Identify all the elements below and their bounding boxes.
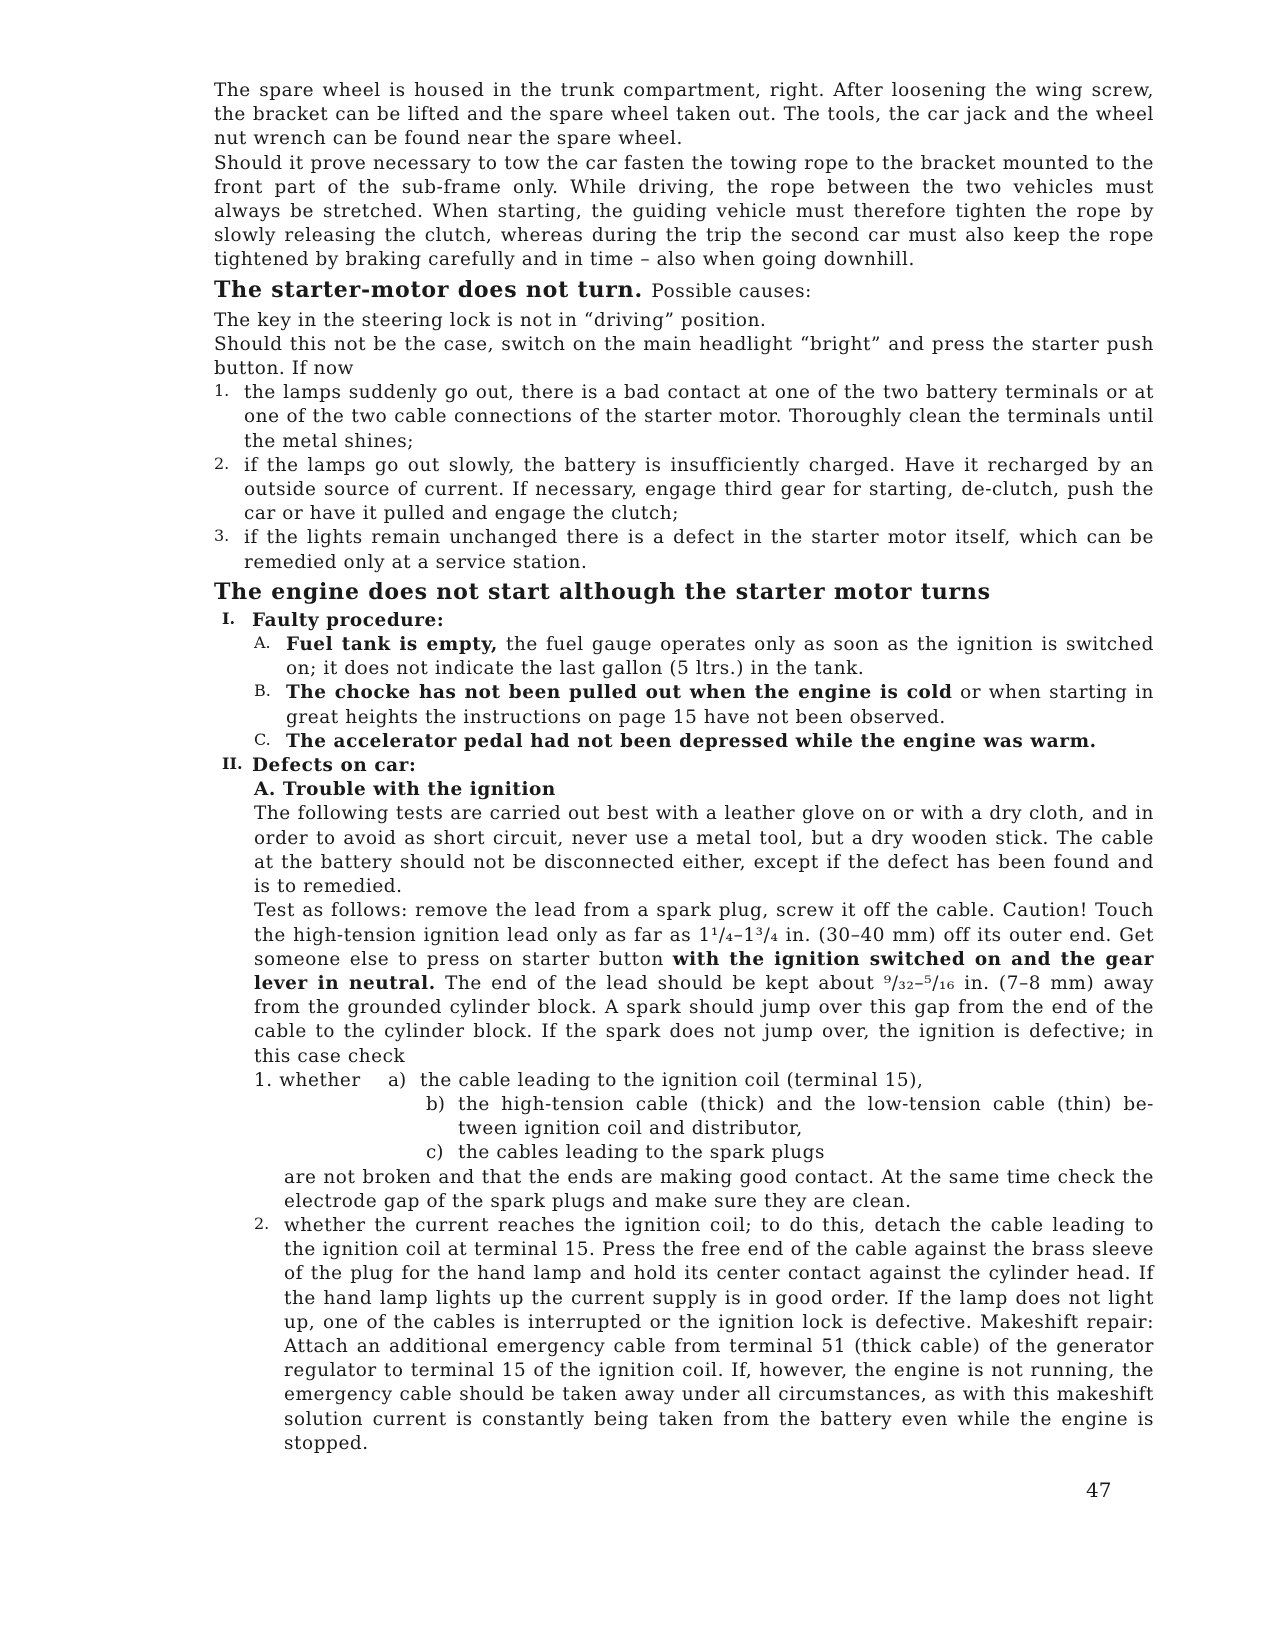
list-text: [286, 681, 1154, 729]
normal-text: or when starting in great heights the instructions on page 15 have not been observed.: [286, 682, 1154, 728]
check-item: [254, 1214, 1154, 1456]
roman-title: Faulty procedure:: [252, 609, 445, 631]
roman-number: II.: [222, 754, 243, 774]
sub-item: [426, 1141, 1154, 1165]
list-number: 2.: [254, 1213, 270, 1233]
heading-text: The engine does not start although the starter motor turns: [214, 578, 991, 605]
list-letter: A.: [254, 633, 271, 653]
list-text: whether the current reaches the ignition coil; to do this, detach the cable leading to the ignition coil at terminal 15. Press the free end of the cable against the brass sleeve of the plug for the hand lamp and hold its center contact against the cylinder head. If the hand lamp lights up the current supply is in good order. If the lamp does not light up, one of the cables is interrupted or the ignition lock is defective. Makeshift repair: Attach an additional emergency cable from terminal 51 (thick cable) of the generator regulator to terminal 15 of the ignition coil. If, however, the engine is not running, the emergency cable should be taken away under all circumstances, as with this makeshift solution current is constantly being taken from the battery even while the engine is stopped.: [284, 1214, 1154, 1454]
bold-text: The accelerator pedal had not been depressed while the engine was warm.: [286, 730, 1097, 752]
heading-text: The starter-motor does not turn.: [214, 276, 643, 303]
paragraph: The spare wheel is housed in the trunk compartment, right. After loosening the wing screw, the bracket can be lifted and the spare wheel taken out. The tools, the car jack and the wheel nut wrench can be found near the spare wheel.: [214, 80, 1154, 150]
list-item: [254, 633, 1154, 681]
list-number: 2.: [214, 453, 230, 473]
bold-text: The chocke has not been pulled out when the engine is cold: [286, 682, 953, 704]
list-item: [214, 526, 1154, 574]
defects-body: [254, 778, 1154, 1456]
sub-letter: c): [426, 1142, 444, 1164]
list-number: 1.: [254, 1069, 273, 1091]
roman-item: [222, 609, 1154, 633]
check-lead: [254, 1069, 394, 1093]
list-item: [254, 730, 1154, 754]
check-first-sub: [388, 1069, 1154, 1093]
intro-section: [214, 79, 1154, 273]
sub-letter: a): [388, 1069, 407, 1091]
check-word: whether: [279, 1069, 361, 1091]
list-item: [214, 381, 1154, 454]
list-text: the lamps suddenly go out, there is a bad contact at one of the two battery terminals or at one of the two cable connections of the starter motor. Thoroughly clean the terminals until the metal shines;: [244, 382, 1154, 452]
sub-text: the cable leading to the ignition coil (terminal 15),: [420, 1069, 924, 1091]
list-number: 1.: [214, 381, 230, 401]
list-item: [214, 454, 1154, 527]
normal-text: the fuel gauge operates only as soon as the ignition is switched on; it does not indicate the last gallon (5 ltrs.) in the tank.: [286, 634, 1155, 680]
section-heading: [214, 275, 1154, 307]
list-text: [286, 633, 1154, 681]
list-number: 3.: [214, 526, 230, 546]
paragraph: Should it prove necessary to tow the car fasten the towing rope to the bracket mounted to the front part of the sub-frame only. While driving, the rope between the two vehicles must always be stretched. When starting, the guiding vehicle must therefore tighten the rope by slowly releasing the clutch, whereas during the trip the second car must also keep the rope tightened by braking carefully and in time – also when going downhill.: [214, 152, 1154, 271]
list-item: [254, 681, 1154, 729]
sub-text: the high-tension cable (thick) and the low-tension cable (thin) be-tween ignition coil and distributor,: [458, 1093, 1154, 1140]
list-text: [286, 730, 1154, 754]
sub-item: [426, 1093, 1154, 1141]
list-text: if the lights remain unchanged there is a defect in the starter motor itself, which can be remedied only at a service station.: [244, 527, 1154, 573]
page-content: [214, 79, 1154, 1456]
bold-text: Fuel tank is empty,: [286, 634, 498, 656]
list-letter: C.: [254, 729, 271, 749]
sub-text: the cables leading to the spark plugs: [458, 1142, 826, 1164]
paragraph: Should this not be the case, switch on the main headlight “bright” and press the starter push button. If now: [214, 333, 1154, 380]
section-heading: [214, 577, 1154, 607]
roman-number: I.: [222, 608, 236, 628]
normal-text: Test as follows: remove the lead from a spark plug, screw it off the cable. Caution! Touch the high-tension ignition lead only as far as 1¹/₄–1³/₄ in. (30–40 mm) off its outer end. Get someone else to press on starter button: [254, 900, 1154, 970]
paragraph: The following tests are carried out best with a leather glove on or with a dry cloth, and in order to avoid as short circuit, never use a metal tool, but a dry wooden stick. The cable at the battery should not be disconnected either, except if the defect has been found and is to remedied.: [254, 803, 1154, 898]
page-number: 47: [1086, 1478, 1112, 1502]
paragraph: are not broken and that the ends are making good contact. At the same time check the electrode gap of the spark plugs and make sure they are clean.: [284, 1166, 1154, 1212]
paragraph: The key in the steering lock is not in “driving” position.: [214, 309, 767, 331]
list-letter: B.: [254, 681, 271, 701]
heading-tail: Possible causes:: [651, 280, 812, 302]
list-text: if the lamps go out slowly, the battery is insufficiently charged. Have it recharged by an outside source of current. If necessary, engage third gear for starting, de-clutch, push the car or have it pulled and engage the clutch;: [244, 454, 1154, 525]
sub-item: [388, 1069, 1154, 1093]
roman-title: Defects on car:: [252, 755, 417, 777]
bold-text: with the ignition switched on and the gear lever in neutral.: [254, 948, 1154, 994]
subsection-title: A. Trouble with the ignition: [254, 779, 556, 801]
sub-letter: b): [426, 1093, 445, 1115]
paragraph: [254, 899, 1154, 1068]
roman-item: [222, 754, 1154, 778]
normal-text: The end of the lead should be kept about ⁹/₃₂–⁵/₁₆ in. (7–8 mm) away from the grounded cylinder block. A spark should jump over this gap from the end of the cable to the cylinder block. If the spark does not jump over, the ignition is defective; in this case check: [254, 972, 1155, 1067]
check-item: [254, 1069, 1154, 1093]
